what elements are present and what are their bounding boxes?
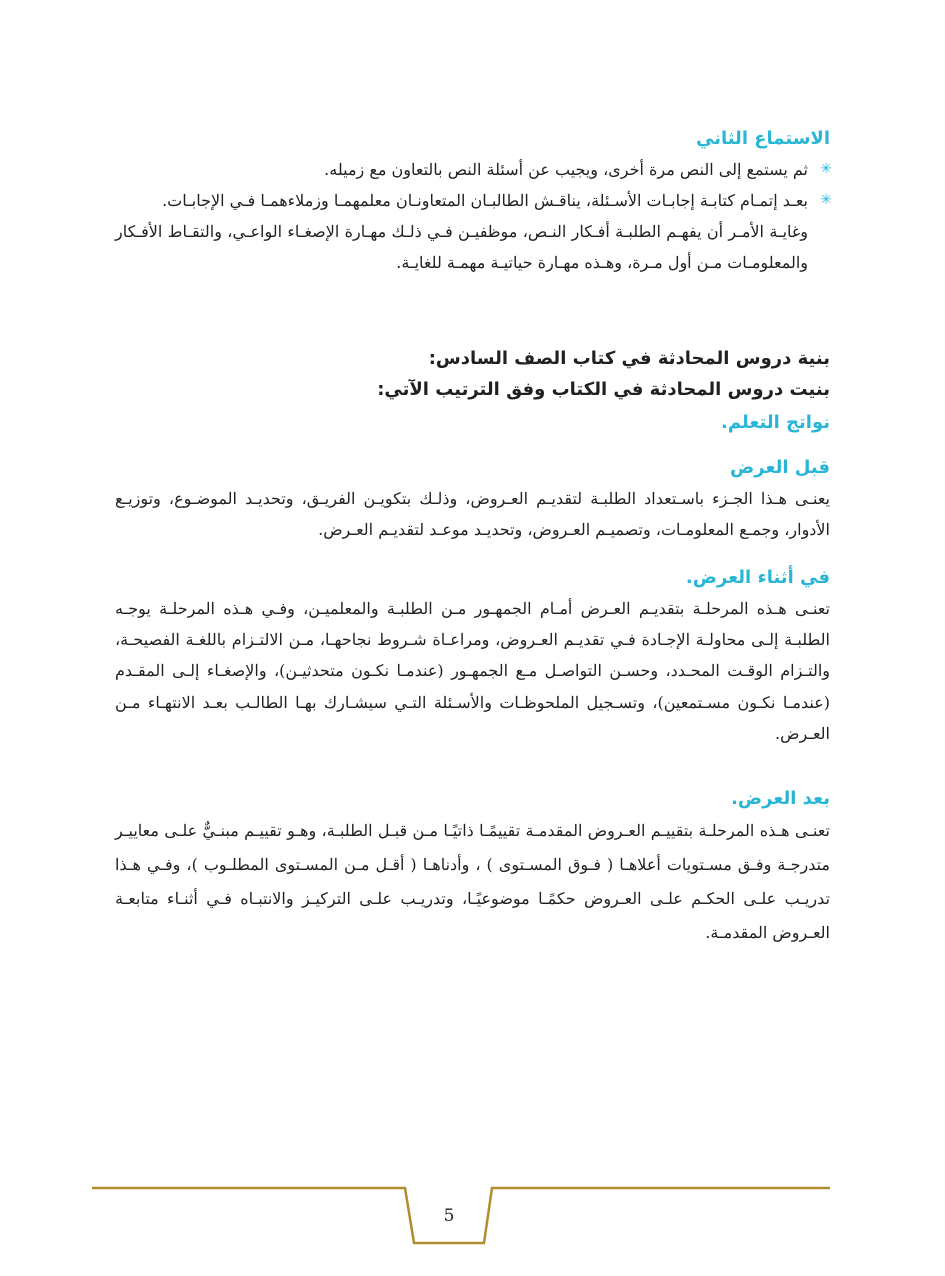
before-paragraph: يعنـى هـذا الجـزء باسـتعداد الطلبـة لتقديـم العـروض، وذلـك بتكويـن الفريـق، وتحديـد الموضـوع، وتوزيـع الأدوار، وجمـع المعلومـات، وتصميـم العـروض، وتحديـد موعـد لتقديـم العـرض. xyxy=(115,489,830,539)
list-item xyxy=(115,185,830,216)
asterisk-bullet-icon: ✳ xyxy=(820,161,832,177)
after-paragraph: تعنـى هـذه المرحلـة بتقييـم العـروض المقدمـة تقييمًـا ذاتيًـا مـن قبـل الطلبـة، وهـو تقييـم مبنـيٌّ علـى معاييـر متدرجـة وفـق مسـتويات أعلاهـا ( فـوق المسـتوى ) ، وأدناهـا ( أقـل مـن المسـتوى المطلـوب )، وفـي هـذا تدريـب علـى الحكـم علـى العـروض حكمًـا موضوعيًـا، وتدريـب علـى التركيـز والانتبـاه فـي أثنـاء متابعـة العـروض المقدمـة. xyxy=(115,821,831,942)
list-item xyxy=(115,154,830,185)
bullet-text: ثم يستمع إلى النص مرة أخرى، ويجيب عن أسئلة النص بالتعاون مع زميله. xyxy=(324,160,808,179)
asterisk-bullet-icon: ✳ xyxy=(820,192,832,208)
listening-heading: الاستماع الثاني xyxy=(695,128,830,149)
listening-section xyxy=(115,124,830,278)
during-section xyxy=(115,563,830,749)
bullet-text: بعـد إتمـام كتابـة إجابـات الأسـئلة، يناقـش الطالبـان المتعاونـان معلمهمـا وزملاءهمـا فـي الإجابـات. xyxy=(162,191,808,210)
after-section xyxy=(115,784,830,950)
before-heading: قبل العرض xyxy=(730,457,830,478)
structure-title: بنية دروس المحادثة في كتاب الصف السادس: xyxy=(428,348,830,369)
after-heading: بعد العرض. xyxy=(731,788,830,809)
listening-bullet-list xyxy=(115,154,830,216)
during-heading: في أثناء العرض. xyxy=(685,567,830,588)
outcomes-heading: نواتج التعلم. xyxy=(721,412,830,433)
during-paragraph: تعنـى هـذه المرحلـة بتقديـم العـرض أمـام الجمهـور مـن الطلبـة والمعلميـن، وفـي هـذه المرحلـة يوجـه الطلبـة إلـى محاولـة الإجـادة فـي تقديـم العـروض، ومراعـاة شـروط نجاحهـا، مـن الالتـزام باللغـة الفصيحـة، والتـزام الوقـت المحـدد، وحسـن التواصـل مـع الجمهـور (عندمـا نكـون متحدثيـن)، والإصغـاء إلـى المقـدم (عندمـا نكـون مسـتمعين)، وتسـجيل الملحوظـات والأسـئلة التـي سيشـارك بهـا الطالـب بعـد الانتهـاء مـن العـرض. xyxy=(115,599,830,743)
listening-continuation: وغايـة الأمـر أن يفهـم الطلبـة أفـكار النـص، موظفيـن فـي ذلـك مهـارة الإصغـاء الواعـي، والتقـاط الأفـكار والمعلومـات مـن أول مـرة، وهـذه مهـارة حياتيـة مهمـة للغايـة. xyxy=(115,222,808,272)
before-section xyxy=(115,453,830,545)
page-number: 5 xyxy=(443,1206,455,1226)
structure-section xyxy=(377,343,830,441)
structure-subtitle: بنيت دروس المحادثة في الكتاب وفق الترتيب الآتي: xyxy=(377,379,830,400)
